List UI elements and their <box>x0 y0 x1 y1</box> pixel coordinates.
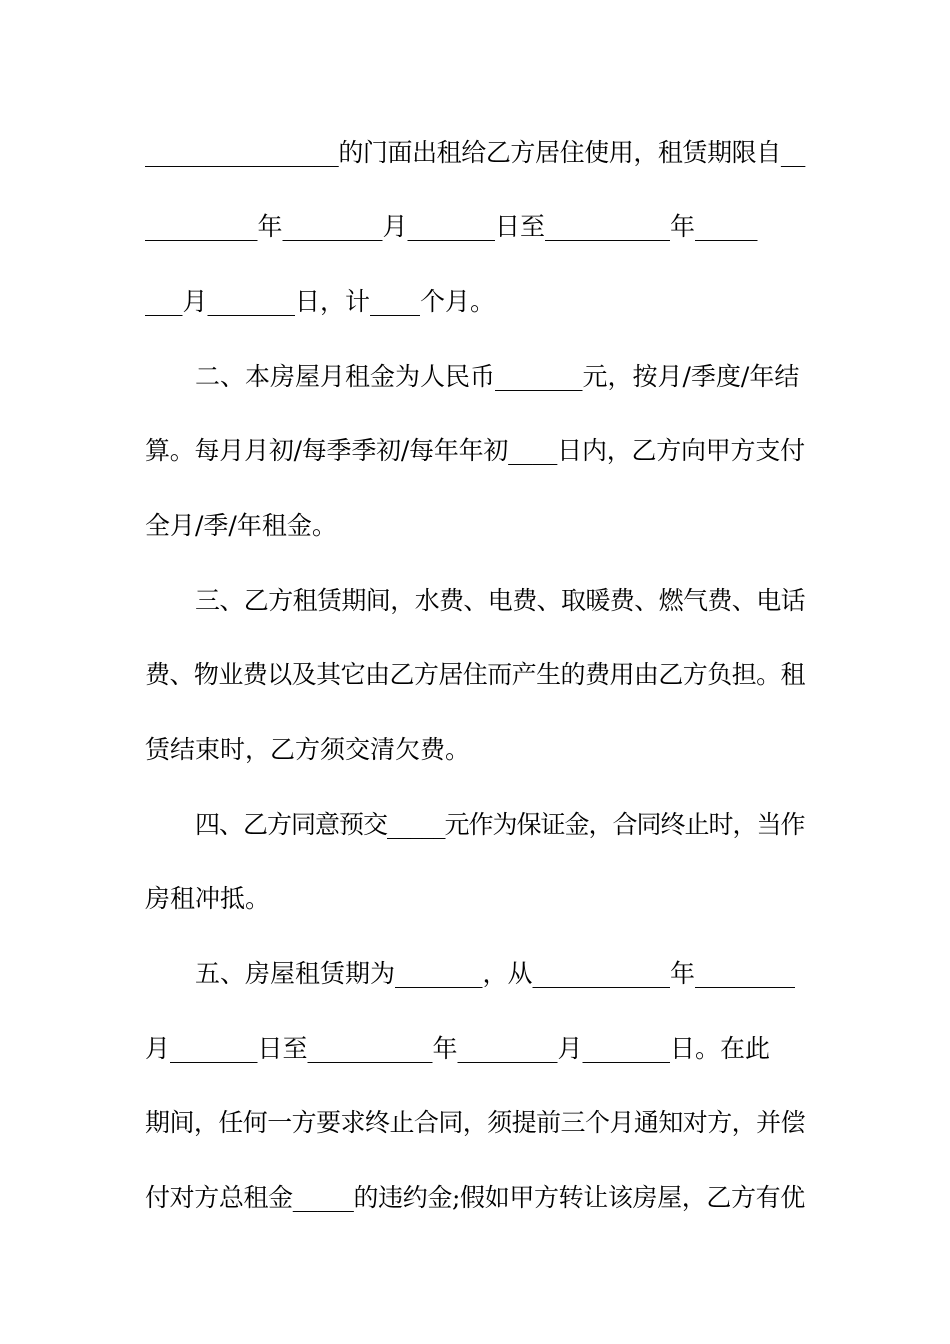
text-line: 月_______日至__________年________月_______日。在此 <box>145 1034 771 1063</box>
text-line: ________________的门面出租给乙方居住使用，租赁期限自__ <box>145 138 806 167</box>
text-line: 三、乙方租赁期间，水费、电费、取暖费、燃气费、电话 <box>195 586 806 615</box>
text-line: ___月_______日，计____个月。 <box>145 287 496 316</box>
text-line: _________年________月_______日至__________年_____ <box>145 212 758 241</box>
text-line: 费、物业费以及其它由乙方居住而产生的费用由乙方负担。租 <box>145 660 806 689</box>
text-line: 期间，任何一方要求终止合同，须提前三个月通知对方，并偿 <box>145 1108 806 1137</box>
text-line: 二、本房屋月租金为人民币_______元，按月/季度/年结 <box>195 362 800 391</box>
text-line: 算。每月月初/每季季初/每年年初____日内，乙方向甲方支付 <box>145 436 805 465</box>
text-line: 房租冲抵。 <box>145 884 271 913</box>
text-line: 赁结束时，乙方须交清欠费。 <box>145 735 471 764</box>
text-line: 四、乙方同意预交_____元作为保证金，合同终止时，当作 <box>195 810 805 839</box>
text-line: 付对方总租金_____的违约金;假如甲方转让该房屋，乙方有优 <box>145 1183 805 1212</box>
text-line: 全月/季/年租金。 <box>145 511 337 540</box>
text-line: 五、房屋租赁期为_______，从___________年________ <box>195 959 796 988</box>
